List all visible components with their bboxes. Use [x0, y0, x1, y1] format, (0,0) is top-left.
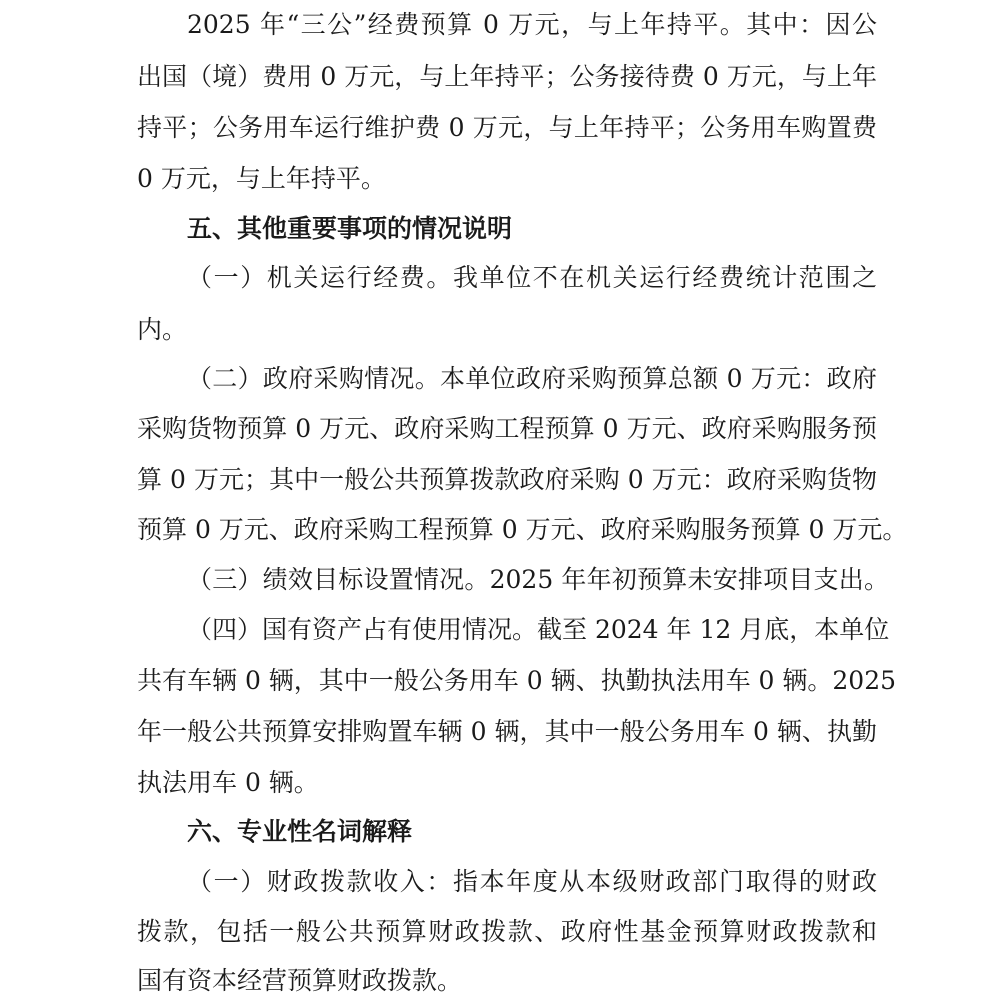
paragraph-fiscal-appropriation-line-2: 拨款，包括一般公共预算财政拨款、政府性基金预算财政拨款和 — [137, 917, 877, 946]
paragraph-operating-expenses-line-1: （一）机关运行经费。我单位不在机关运行经费统计范围之 — [187, 263, 877, 292]
paragraph-procurement-line-2: 采购货物预算 0 万元、政府采购工程预算 0 万元、政府采购服务预 — [137, 414, 877, 443]
paragraph-three-public-line-1: 2025 年“三公”经费预算 0 万元，与上年持平。其中：因公 — [187, 10, 877, 39]
paragraph-assets-line-2: 共有车辆 0 辆，其中一般公务用车 0 辆、执勤执法用车 0 辆。2025 — [137, 666, 897, 695]
paragraph-assets-line-4: 执法用车 0 辆。 — [137, 768, 319, 797]
paragraph-procurement-line-3: 算 0 万元；其中一般公共预算拨款政府采购 0 万元：政府采购货物 — [137, 465, 877, 494]
paragraph-fiscal-appropriation-line-1: （一）财政拨款收入：指本年度从本级财政部门取得的财政 — [187, 867, 877, 896]
paragraph-three-public-line-4: 0 万元，与上年持平。 — [137, 164, 386, 193]
paragraph-procurement-line-4: 预算 0 万元、政府采购工程预算 0 万元、政府采购服务预算 0 万元。 — [137, 515, 908, 544]
paragraph-fiscal-appropriation-line-3: 国有资本经营预算财政拨款。 — [137, 966, 463, 995]
section-heading-six: 六、专业性名词解释 — [187, 817, 413, 846]
paragraph-procurement-line-1: （二）政府采购情况。本单位政府采购预算总额 0 万元：政府 — [187, 364, 877, 393]
paragraph-performance-line-1: （三）绩效目标设置情况。2025 年年初预算未安排项目支出。 — [187, 565, 889, 594]
paragraph-assets-line-3: 年一般公共预算安排购置车辆 0 辆，其中一般公务用车 0 辆、执勤 — [137, 717, 877, 746]
paragraph-assets-line-1: （四）国有资产占有使用情况。截至 2024 年 12 月底，本单位 — [187, 615, 890, 644]
paragraph-three-public-line-3: 持平；公务用车运行维护费 0 万元，与上年持平；公务用车购置费 — [137, 113, 877, 142]
section-heading-five: 五、其他重要事项的情况说明 — [187, 214, 513, 243]
paragraph-three-public-line-2: 出国（境）费用 0 万元，与上年持平；公务接待费 0 万元，与上年 — [137, 62, 877, 91]
paragraph-operating-expenses-line-2: 内。 — [137, 315, 188, 344]
